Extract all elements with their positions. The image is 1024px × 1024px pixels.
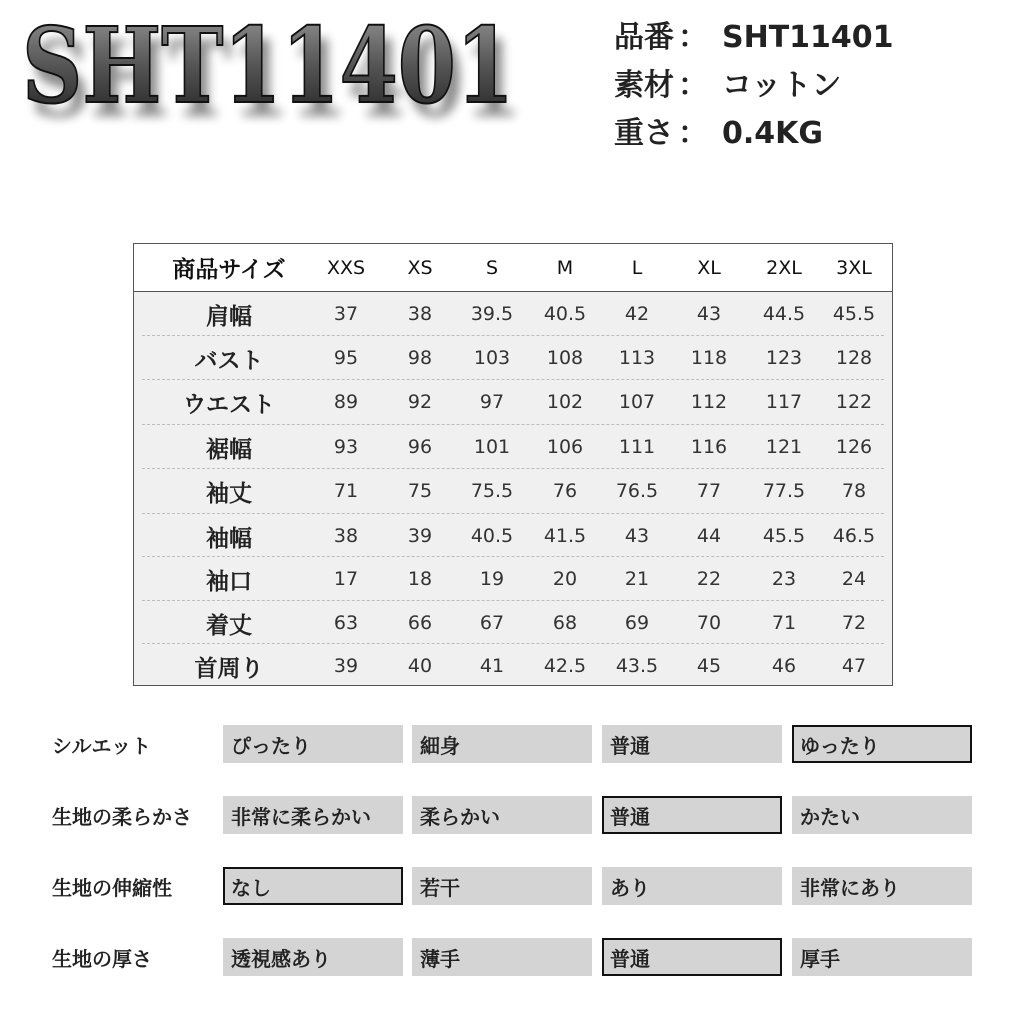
measurement-value: 21 [624,568,650,590]
spec-separator: ： [678,20,708,55]
measurement-value: 98 [407,347,433,369]
feel-label: シルエット [52,733,152,758]
measurement-value: 96 [407,436,433,458]
measurement-value: 92 [407,391,433,413]
measurement-value: 93 [333,436,359,458]
feel-label: 生地の柔らかさ [52,804,192,829]
size-table-header [134,244,892,292]
measurement-value: 40 [407,655,433,677]
measurement-value: 20 [552,568,578,590]
measurement-name: ウエスト [183,391,275,418]
measurement-value: 89 [333,391,359,413]
spec-material [614,62,894,110]
size-header-cell: XXS [326,256,366,279]
feel-option: 柔らかい [412,796,592,834]
measurement-value: 39 [333,655,359,677]
table-row [134,644,892,688]
measurement-value: 70 [696,612,722,634]
measurement-value: 68 [552,612,578,634]
measurement-value: 113 [618,347,656,369]
measurement-value: 118 [690,347,728,369]
feel-option: 普通 [602,725,782,763]
measurement-value: 71 [771,612,797,634]
measurement-value: 37 [333,303,359,325]
measurement-value: 72 [841,612,867,634]
table-row [134,425,892,469]
measurement-value: 46.5 [832,525,876,547]
feel-row [0,795,1024,835]
size-header-label: 商品サイズ [172,257,286,283]
measurement-value: 122 [835,391,873,413]
measurement-value: 108 [546,347,584,369]
size-header-cell: S [485,256,499,279]
spec-product-code [614,14,894,62]
feel-option: 薄手 [412,938,592,976]
measurement-value: 46 [771,655,797,677]
spec-list [614,14,894,158]
feel-label: 生地の厚さ [52,946,152,971]
measurement-value: 117 [765,391,803,413]
measurement-value: 22 [696,568,722,590]
feel-option: 厚手 [792,938,972,976]
measurement-value: 103 [473,347,511,369]
measurement-value: 126 [835,436,873,458]
measurement-value: 75 [407,480,433,502]
measurement-value: 24 [841,568,867,590]
table-row [134,469,892,513]
size-header-cell: XS [407,256,433,279]
measurement-value: 44 [696,525,722,547]
measurement-value: 112 [690,391,728,413]
measurement-value: 18 [407,568,433,590]
feel-row [0,937,1024,977]
feel-option: ぴったり [223,725,403,763]
feel-option: 非常に柔らかい [223,796,403,834]
measurement-value: 123 [765,347,803,369]
measurement-value: 45.5 [762,525,806,547]
measurement-value: 42 [624,303,650,325]
measurement-value: 41 [479,655,505,677]
measurement-value: 39.5 [470,303,514,325]
measurement-value: 121 [765,436,803,458]
measurement-value: 77.5 [762,480,806,502]
feel-option-selected: 普通 [602,938,782,976]
measurement-value: 38 [407,303,433,325]
measurement-value: 43.5 [615,655,659,677]
measurement-value: 63 [333,612,359,634]
measurement-value: 44.5 [762,303,806,325]
feel-option-selected: ゆったり [792,725,972,763]
feel-row [0,866,1024,906]
spec-weight [614,110,894,158]
measurement-value: 106 [546,436,584,458]
feel-option: 非常にあり [792,867,972,905]
measurement-name: 着丈 [206,612,252,639]
logo-graphic [14,4,534,144]
spec-value: SHT11401 [722,20,894,55]
measurement-value: 77 [696,480,722,502]
table-row [134,601,892,645]
measurement-value: 76 [552,480,578,502]
measurement-value: 45.5 [832,303,876,325]
measurement-value: 111 [618,436,656,458]
measurement-value: 116 [690,436,728,458]
measurement-value: 43 [696,303,722,325]
measurement-value: 23 [771,568,797,590]
measurement-name: 袖口 [206,568,252,595]
table-row [134,292,892,336]
table-row [134,514,892,558]
size-header-cell: XL [697,256,721,279]
spec-label: 品番 [614,20,674,55]
measurement-value: 19 [479,568,505,590]
feel-row [0,724,1024,764]
measurement-value: 40.5 [470,525,514,547]
measurement-value: 39 [407,525,433,547]
logo-text: SHT11401 [22,4,514,127]
measurement-value: 101 [473,436,511,458]
spec-label: 重さ [614,116,674,151]
measurement-value: 97 [479,391,505,413]
measurement-value: 78 [841,480,867,502]
feel-option: 若干 [412,867,592,905]
feel-option: あり [602,867,782,905]
measurement-name: 首周り [194,655,264,682]
table-row [134,336,892,380]
logo-shadow: SHT11401 [30,18,522,141]
measurement-value: 45 [696,655,722,677]
measurement-value: 67 [479,612,505,634]
measurement-value: 95 [333,347,359,369]
feel-option: 細身 [412,725,592,763]
measurement-value: 128 [835,347,873,369]
measurement-name: バスト [194,347,264,374]
size-header-cell: L [631,256,643,279]
size-table [133,243,893,686]
feel-label: 生地の伸縮性 [52,875,172,900]
feel-option: 透視感あり [223,938,403,976]
feel-option-selected: なし [223,867,403,905]
measurement-value: 76.5 [615,480,659,502]
product-logo [14,4,534,144]
measurement-name: 肩幅 [206,303,252,330]
spec-value: 0.4KG [722,116,824,151]
measurement-value: 17 [333,568,359,590]
size-header-cell: M [556,256,574,279]
size-header-cell: 2XL [766,256,802,279]
measurement-value: 66 [407,612,433,634]
measurement-value: 41.5 [543,525,587,547]
measurement-name: 袖幅 [206,525,252,552]
feel-option-selected: 普通 [602,796,782,834]
measurement-value: 71 [333,480,359,502]
table-row [134,380,892,424]
measurement-value: 38 [333,525,359,547]
measurement-value: 102 [546,391,584,413]
spec-value: コットン [722,68,842,103]
spec-separator: ： [678,116,708,151]
measurement-value: 75.5 [470,480,514,502]
measurement-value: 43 [624,525,650,547]
measurement-value: 42.5 [543,655,587,677]
measurement-value: 69 [624,612,650,634]
measurement-name: 袖丈 [206,480,252,507]
measurement-value: 40.5 [543,303,587,325]
table-row [134,557,892,601]
feel-option: かたい [792,796,972,834]
spec-separator: ： [678,68,708,103]
measurement-name: 裾幅 [206,436,252,463]
size-header-cell: 3XL [836,256,872,279]
spec-label: 素材 [614,68,674,103]
measurement-value: 107 [618,391,656,413]
measurement-value: 47 [841,655,867,677]
